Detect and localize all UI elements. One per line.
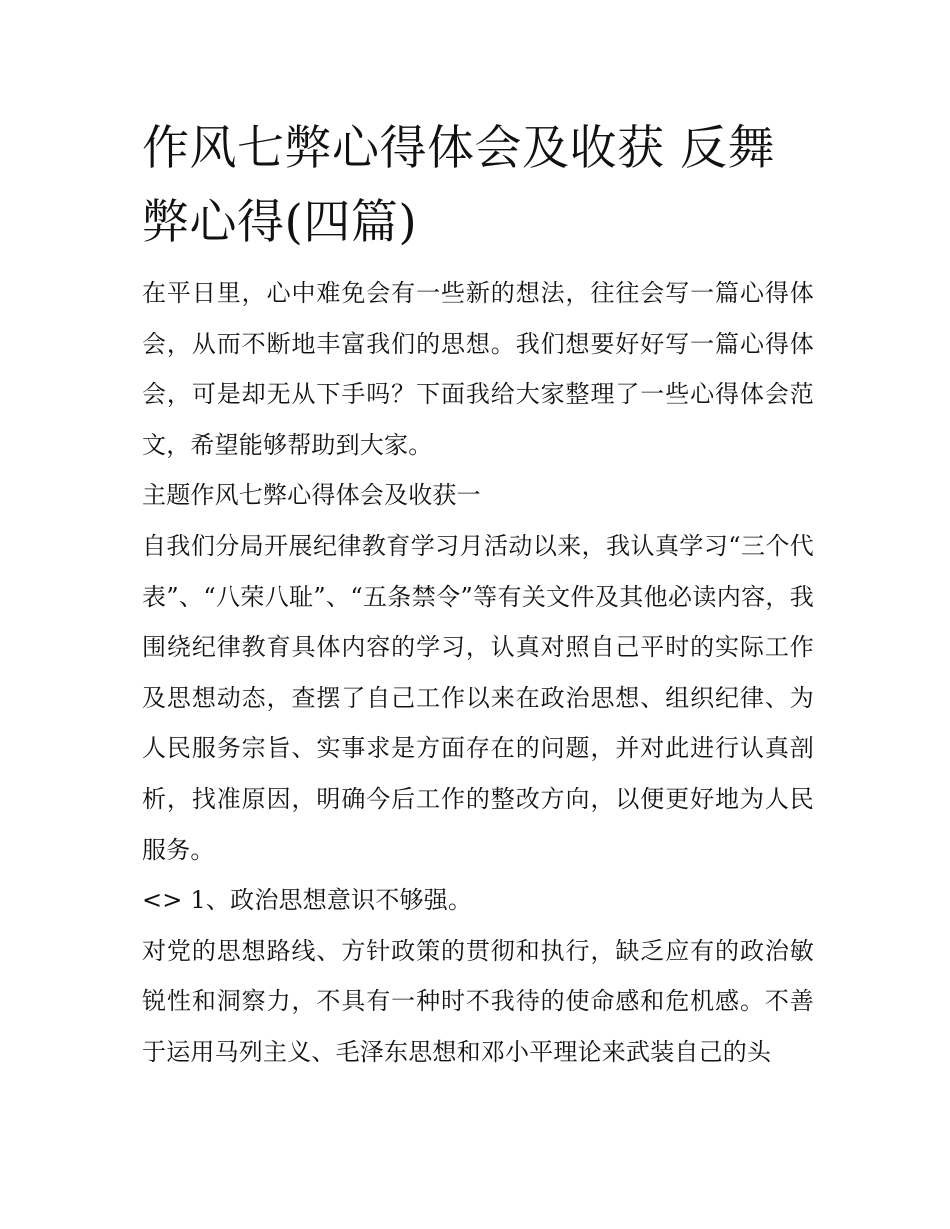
intro-paragraph: 在平日里，心中难免会有一些新的想法，往往会写一篇心得体会，从而不断地丰富我们的思想。我们想要好好写一篇心得体会，可是却无从下手吗？下面我给大家整理了一些心得体会范文，希望能够帮助到大家。 [142,279,814,459]
document-title: 作风七弊心得体会及收获 反舞弊心得(四篇) [142,121,775,250]
list-item-heading: <> 1、政治思想意识不够强。 [142,886,473,915]
body-paragraph: 自我们分局开展纪律教育学习月活动以来，我认真学习“三个代表”、“八荣八耻”、“五条禁令”等有关文件及其他必读内容，我围绕纪律教育具体内容的学习，认真对照自己平时的实际工作及思想动态，查摆了自己工作以来在政治思想、组织纪律、为人民服务宗旨、实事求是方面存在的问题，并对此进行认真剖析，找准原因，明确今后工作的整改方向，以便更好地为人民服务。 [142,531,814,864]
section-heading: 主题作风七弊心得体会及收获一 [142,481,481,510]
body-paragraph: 对党的思想路线、方针政策的贯彻和执行，缺乏应有的政治敏锐性和洞察力，不具有一种时不我待的使命感和危机感。不善于运用马列主义、毛泽东思想和邓小平理论来武装自己的头 [142,936,814,1066]
document-page [142,112,814,1078]
